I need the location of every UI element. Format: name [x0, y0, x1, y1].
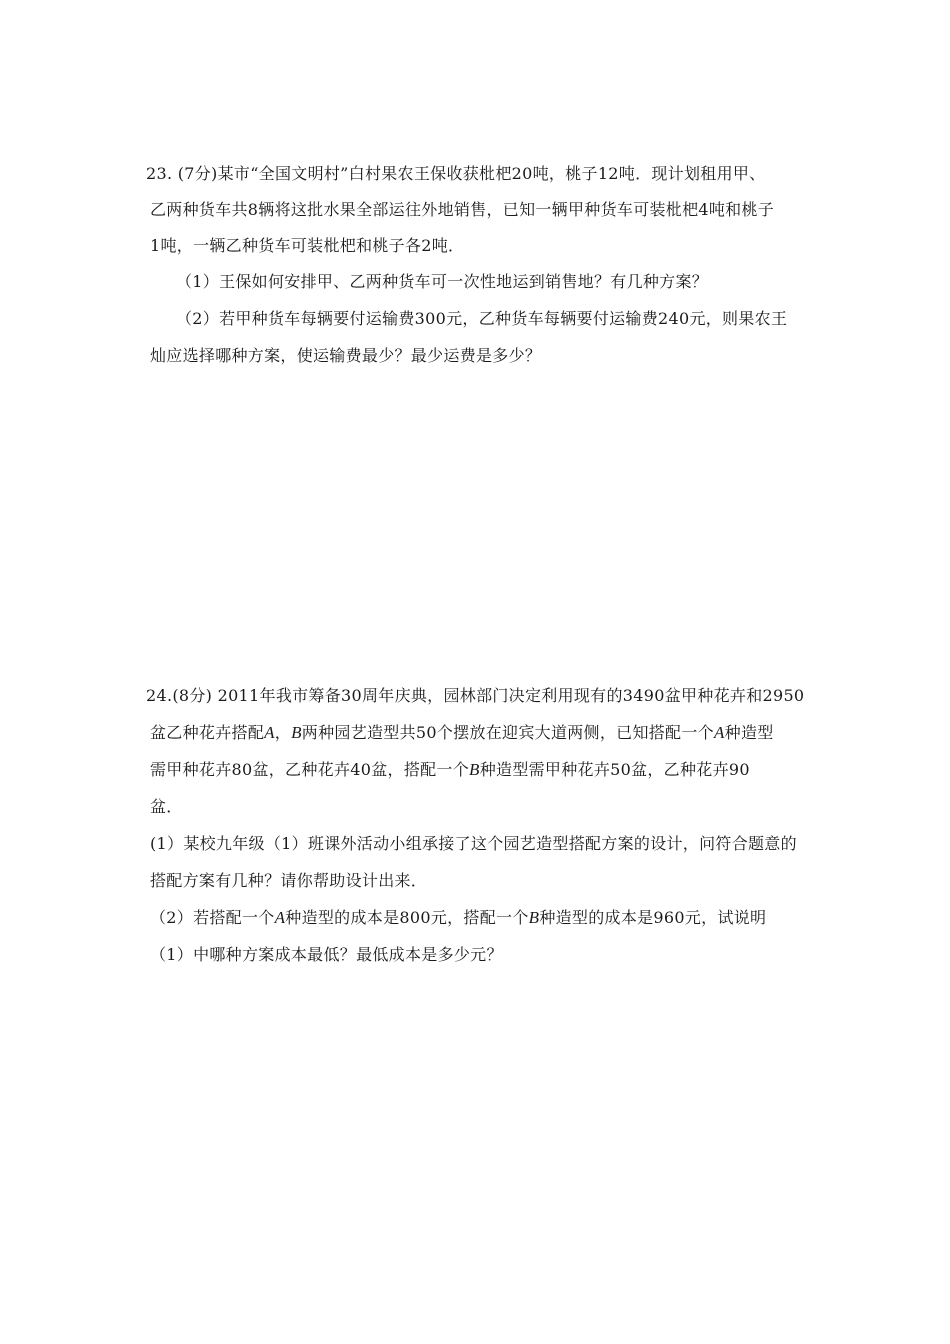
variable-a: A: [264, 723, 275, 742]
q24-part-2: [150, 908, 766, 928]
q24-part-2-text-mid: 种造型的成本是800元，搭配一个: [285, 908, 529, 927]
q24-line-2-text-post: 种造型: [724, 723, 774, 742]
q24-line-1: 24.(8分) 2011年我市筹备30周年庆典，园林部门决定利用现有的3490盆甲种花卉和2950: [146, 686, 805, 705]
variable-b: B: [528, 908, 540, 927]
q24-part-1: (1）某校九年级（1）班课外活动小组承接了这个园艺造型搭配方案的设计，问符合题意的: [150, 834, 797, 853]
q23-line-2: 乙两种货车共8辆将这批水果全部运往外地销售，已知一辆甲种货车可装枇杷4吨和桃子: [150, 200, 775, 219]
q24-line-3-text-post: 种造型需甲种花卉50盆，乙种花卉90: [479, 760, 750, 779]
q24-line-2-sep: ，: [274, 723, 292, 742]
q23-part-2-cont: 灿应选择哪种方案，使运输费最少？最少运费是多少？: [150, 346, 542, 365]
q24-part-2-text-pre: （2）若搭配一个: [150, 908, 275, 927]
q24-line-2-text-mid: 两种园艺造型共50个摆放在迎宾大道两侧，已知搭配一个: [301, 723, 714, 742]
q24-part-2-text-post: 种造型的成本是960元，试说明: [539, 908, 767, 927]
variable-b: B: [291, 723, 302, 742]
variable-a: A: [713, 723, 725, 742]
q24-line-2: [150, 723, 774, 743]
q24-line-3: [150, 760, 750, 780]
variable-b: B: [469, 760, 480, 779]
q23-line-3: 1吨，一辆乙种货车可装枇杷和桃子各2吨．: [150, 236, 465, 255]
q23-line-1: 23. (7分)某市“全国文明村”白村果农王保收获枇杷20吨，桃子12吨．现计划租用甲、: [146, 164, 766, 183]
variable-a: A: [274, 908, 286, 927]
q24-part-1-cont: 搭配方案有几种？请你帮助设计出来．: [150, 871, 428, 890]
q24-line-3-text-pre: 需甲种花卉80盆，乙种花卉40盆，搭配一个: [150, 760, 470, 779]
q23-part-1: （1）王保如何安排甲、乙两种货车可一次性地运到销售地？有几种方案？: [176, 272, 709, 291]
q23-part-2: （2）若甲种货车每辆要付运输费300元，乙种货车每辆要付运输费240元，则果农王: [176, 309, 788, 328]
q24-part-2-cont: （1）中哪种方案成本最低？最低成本是多少元？: [150, 945, 503, 964]
q24-line-2-text-pre: 盆乙种花卉搭配: [150, 723, 265, 742]
q24-line-4: 盆．: [150, 797, 183, 816]
